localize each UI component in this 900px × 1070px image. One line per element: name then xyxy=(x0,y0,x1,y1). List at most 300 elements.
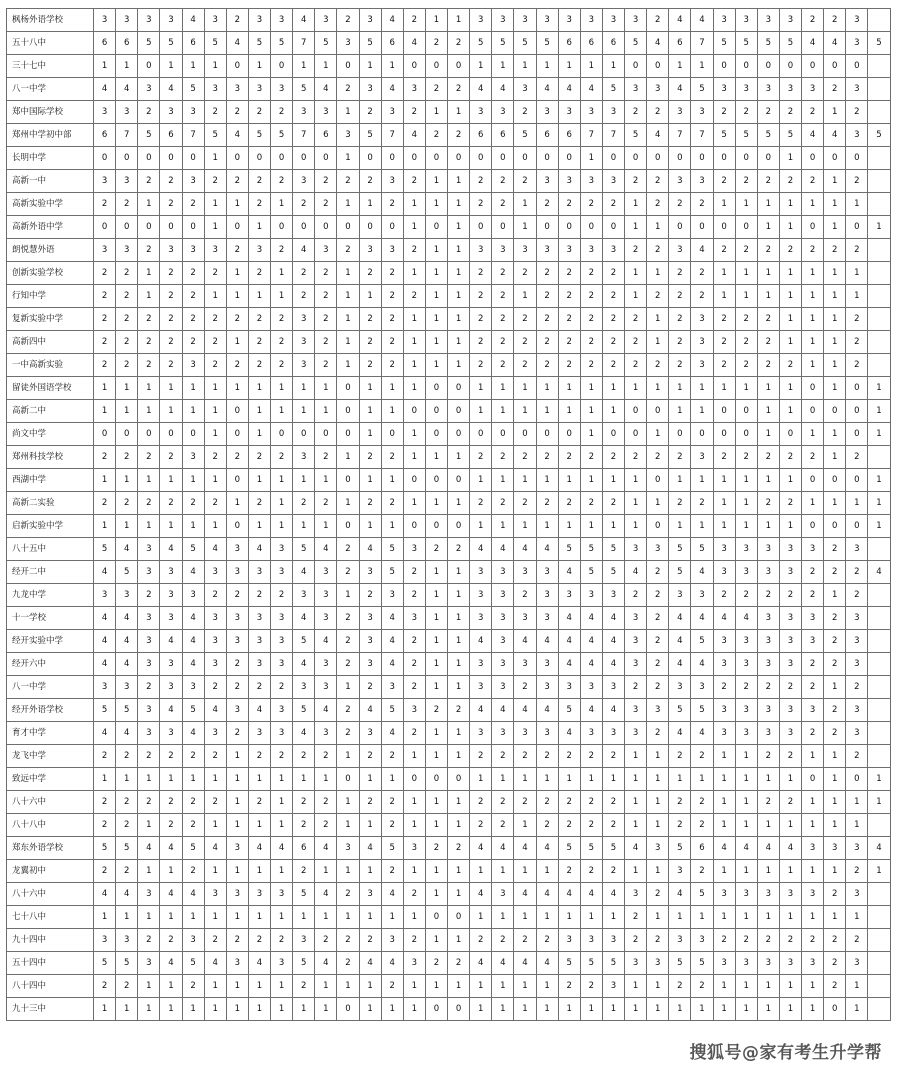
table-row xyxy=(7,814,891,837)
value-cell: 4 xyxy=(381,630,403,653)
value-cell: 1 xyxy=(425,9,447,32)
value-cell: 1 xyxy=(647,745,669,768)
table-row xyxy=(7,216,891,239)
value-cell: 3 xyxy=(138,9,160,32)
value-cell: 1 xyxy=(669,515,691,538)
value-cell: 1 xyxy=(425,860,447,883)
value-cell: 2 xyxy=(602,193,624,216)
value-cell: 4 xyxy=(248,952,270,975)
value-cell: 0 xyxy=(824,147,846,170)
value-cell: 3 xyxy=(802,78,824,101)
value-cell: 3 xyxy=(580,101,602,124)
value-cell: 3 xyxy=(315,653,337,676)
value-cell: 3 xyxy=(116,170,138,193)
value-cell: 5 xyxy=(204,124,226,147)
value-cell: 3 xyxy=(160,722,182,745)
value-cell: 4 xyxy=(558,630,580,653)
value-cell: 1 xyxy=(514,768,536,791)
value-cell: 2 xyxy=(204,262,226,285)
value-cell: 1 xyxy=(868,469,890,492)
value-cell: 1 xyxy=(802,331,824,354)
value-cell: 1 xyxy=(647,814,669,837)
value-cell: 6 xyxy=(558,32,580,55)
value-cell: 0 xyxy=(824,469,846,492)
value-cell: 6 xyxy=(558,124,580,147)
value-cell: 2 xyxy=(182,331,204,354)
value-cell: 2 xyxy=(271,170,293,193)
value-cell: 3 xyxy=(138,561,160,584)
value-cell: 7 xyxy=(580,124,602,147)
value-cell: 3 xyxy=(271,883,293,906)
value-cell: 2 xyxy=(536,354,558,377)
value-cell: 1 xyxy=(293,400,315,423)
value-cell: 1 xyxy=(757,469,779,492)
value-cell: 1 xyxy=(425,239,447,262)
value-cell: 2 xyxy=(536,492,558,515)
value-cell: 1 xyxy=(580,469,602,492)
value-cell: 2 xyxy=(735,676,757,699)
value-cell: 5 xyxy=(580,561,602,584)
value-cell: 0 xyxy=(824,400,846,423)
value-cell: 5 xyxy=(182,78,204,101)
value-cell: 1 xyxy=(691,400,713,423)
value-cell: 4 xyxy=(691,9,713,32)
value-cell: 2 xyxy=(691,860,713,883)
value-cell: 1 xyxy=(226,492,248,515)
value-cell: 3 xyxy=(138,630,160,653)
value-cell xyxy=(868,607,890,630)
school-name-cell: 枫杨外语学校 xyxy=(7,9,94,32)
value-cell: 1 xyxy=(691,998,713,1021)
value-cell: 1 xyxy=(448,975,470,998)
value-cell: 5 xyxy=(868,124,890,147)
value-cell: 0 xyxy=(492,216,514,239)
value-cell: 1 xyxy=(779,998,801,1021)
value-cell: 2 xyxy=(160,308,182,331)
value-cell: 1 xyxy=(779,147,801,170)
value-cell: 0 xyxy=(448,377,470,400)
value-cell: 2 xyxy=(846,308,868,331)
value-cell: 3 xyxy=(226,538,248,561)
school-name-cell: 郑州科技学校 xyxy=(7,446,94,469)
value-cell: 1 xyxy=(160,768,182,791)
value-cell: 2 xyxy=(271,101,293,124)
value-cell: 1 xyxy=(271,975,293,998)
school-name-cell: 一中高新实验 xyxy=(7,354,94,377)
value-cell: 5 xyxy=(160,32,182,55)
value-cell: 2 xyxy=(558,492,580,515)
value-cell: 3 xyxy=(138,653,160,676)
value-cell: 2 xyxy=(448,952,470,975)
value-cell: 2 xyxy=(403,630,425,653)
value-cell: 2 xyxy=(802,722,824,745)
value-cell: 2 xyxy=(779,745,801,768)
value-cell: 2 xyxy=(94,791,116,814)
value-cell: 2 xyxy=(381,975,403,998)
value-cell: 1 xyxy=(779,193,801,216)
value-cell: 1 xyxy=(647,308,669,331)
value-cell: 3 xyxy=(846,9,868,32)
value-cell: 2 xyxy=(160,791,182,814)
value-cell: 0 xyxy=(846,55,868,78)
value-cell: 2 xyxy=(713,331,735,354)
value-cell: 2 xyxy=(337,607,359,630)
value-cell: 2 xyxy=(315,170,337,193)
value-cell: 2 xyxy=(116,285,138,308)
value-cell: 3 xyxy=(359,607,381,630)
value-cell: 3 xyxy=(735,699,757,722)
value-cell: 1 xyxy=(204,975,226,998)
value-cell: 1 xyxy=(802,814,824,837)
value-cell: 5 xyxy=(558,837,580,860)
value-cell: 2 xyxy=(94,814,116,837)
value-cell: 2 xyxy=(824,607,846,630)
value-cell: 4 xyxy=(293,9,315,32)
value-cell: 2 xyxy=(757,929,779,952)
value-cell: 1 xyxy=(425,308,447,331)
value-cell: 0 xyxy=(425,147,447,170)
value-cell: 1 xyxy=(138,860,160,883)
value-cell: 1 xyxy=(757,377,779,400)
value-cell: 1 xyxy=(735,193,757,216)
value-cell: 2 xyxy=(293,814,315,837)
value-cell: 3 xyxy=(779,607,801,630)
value-cell: 1 xyxy=(337,147,359,170)
value-cell: 1 xyxy=(846,998,868,1021)
value-cell: 2 xyxy=(713,354,735,377)
value-cell: 0 xyxy=(116,423,138,446)
value-cell: 2 xyxy=(846,170,868,193)
value-cell: 4 xyxy=(94,722,116,745)
table-row xyxy=(7,377,891,400)
value-cell: 3 xyxy=(182,446,204,469)
value-cell: 1 xyxy=(138,262,160,285)
value-cell: 1 xyxy=(204,285,226,308)
value-cell: 3 xyxy=(293,354,315,377)
value-cell: 0 xyxy=(337,377,359,400)
value-cell: 1 xyxy=(757,906,779,929)
value-cell: 1 xyxy=(492,998,514,1021)
value-cell: 1 xyxy=(403,998,425,1021)
value-cell: 4 xyxy=(248,837,270,860)
value-cell: 2 xyxy=(757,745,779,768)
value-cell: 7 xyxy=(602,124,624,147)
table-row xyxy=(7,676,891,699)
value-cell: 1 xyxy=(691,469,713,492)
value-cell: 4 xyxy=(558,883,580,906)
value-cell: 2 xyxy=(359,676,381,699)
value-cell: 2 xyxy=(691,193,713,216)
value-cell: 2 xyxy=(182,791,204,814)
value-cell: 5 xyxy=(182,699,204,722)
value-cell: 1 xyxy=(160,906,182,929)
table-row xyxy=(7,791,891,814)
value-cell: 1 xyxy=(625,814,647,837)
value-cell: 1 xyxy=(558,400,580,423)
value-cell: 0 xyxy=(116,147,138,170)
value-cell: 2 xyxy=(757,354,779,377)
value-cell: 1 xyxy=(558,906,580,929)
value-cell: 2 xyxy=(824,538,846,561)
value-cell: 5 xyxy=(138,32,160,55)
value-cell: 2 xyxy=(160,193,182,216)
value-cell: 3 xyxy=(779,653,801,676)
value-cell: 2 xyxy=(248,584,270,607)
value-cell: 1 xyxy=(448,446,470,469)
value-cell: 2 xyxy=(94,745,116,768)
value-cell: 5 xyxy=(293,630,315,653)
value-cell: 1 xyxy=(802,906,824,929)
value-cell: 1 xyxy=(735,975,757,998)
value-cell: 5 xyxy=(359,32,381,55)
value-cell: 3 xyxy=(248,883,270,906)
value-cell: 1 xyxy=(138,906,160,929)
value-cell: 1 xyxy=(448,745,470,768)
value-cell: 6 xyxy=(182,32,204,55)
value-cell: 2 xyxy=(293,791,315,814)
value-cell: 2 xyxy=(602,814,624,837)
value-cell: 4 xyxy=(182,722,204,745)
table-row xyxy=(7,630,891,653)
value-cell: 1 xyxy=(757,975,779,998)
value-cell: 3 xyxy=(116,584,138,607)
value-cell: 0 xyxy=(248,147,270,170)
value-cell: 2 xyxy=(359,308,381,331)
value-cell: 4 xyxy=(182,9,204,32)
table-row xyxy=(7,699,891,722)
value-cell: 1 xyxy=(160,469,182,492)
value-cell: 2 xyxy=(625,101,647,124)
value-cell: 4 xyxy=(403,124,425,147)
value-cell: 3 xyxy=(580,9,602,32)
value-cell: 5 xyxy=(757,32,779,55)
value-cell: 2 xyxy=(182,860,204,883)
value-cell: 1 xyxy=(625,469,647,492)
value-cell: 4 xyxy=(691,561,713,584)
value-cell: 0 xyxy=(116,216,138,239)
value-cell: 2 xyxy=(425,32,447,55)
value-cell: 3 xyxy=(470,584,492,607)
value-cell: 2 xyxy=(558,285,580,308)
value-cell: 3 xyxy=(558,9,580,32)
value-cell xyxy=(868,584,890,607)
value-cell: 5 xyxy=(713,32,735,55)
value-cell: 3 xyxy=(625,78,647,101)
value-cell: 3 xyxy=(846,538,868,561)
value-cell: 1 xyxy=(448,492,470,515)
value-cell: 3 xyxy=(757,952,779,975)
value-cell: 4 xyxy=(94,561,116,584)
value-cell: 5 xyxy=(293,78,315,101)
value-cell: 3 xyxy=(779,630,801,653)
value-cell: 5 xyxy=(94,837,116,860)
value-cell: 2 xyxy=(226,722,248,745)
value-cell: 3 xyxy=(757,699,779,722)
value-cell: 1 xyxy=(669,469,691,492)
value-cell: 3 xyxy=(647,952,669,975)
value-cell: 5 xyxy=(691,699,713,722)
value-cell: 1 xyxy=(735,377,757,400)
value-cell: 1 xyxy=(757,814,779,837)
value-cell: 3 xyxy=(558,676,580,699)
value-cell: 4 xyxy=(160,952,182,975)
value-cell: 0 xyxy=(160,216,182,239)
value-cell: 2 xyxy=(293,285,315,308)
value-cell: 3 xyxy=(558,101,580,124)
value-cell: 3 xyxy=(713,78,735,101)
value-cell: 1 xyxy=(337,814,359,837)
value-cell: 0 xyxy=(381,147,403,170)
value-cell: 1 xyxy=(425,101,447,124)
value-cell: 0 xyxy=(669,147,691,170)
value-cell: 3 xyxy=(846,699,868,722)
value-cell: 1 xyxy=(359,400,381,423)
value-cell: 3 xyxy=(492,676,514,699)
value-cell: 3 xyxy=(536,101,558,124)
value-cell: 3 xyxy=(757,630,779,653)
table-row xyxy=(7,883,891,906)
value-cell: 2 xyxy=(403,722,425,745)
value-cell: 3 xyxy=(116,929,138,952)
value-cell: 1 xyxy=(359,377,381,400)
value-cell: 1 xyxy=(846,906,868,929)
school-name-cell: 龙翼初中 xyxy=(7,860,94,883)
value-cell: 4 xyxy=(602,699,624,722)
value-cell: 1 xyxy=(691,906,713,929)
value-cell: 1 xyxy=(824,584,846,607)
value-cell: 2 xyxy=(160,929,182,952)
value-cell: 2 xyxy=(403,285,425,308)
school-name-cell: 郑州中学初中部 xyxy=(7,124,94,147)
value-cell: 1 xyxy=(425,745,447,768)
value-cell: 1 xyxy=(94,515,116,538)
value-cell: 2 xyxy=(558,791,580,814)
value-cell: 2 xyxy=(226,170,248,193)
value-cell: 2 xyxy=(779,170,801,193)
value-cell: 1 xyxy=(602,768,624,791)
value-cell: 1 xyxy=(403,745,425,768)
value-cell: 3 xyxy=(536,9,558,32)
value-cell: 2 xyxy=(580,814,602,837)
value-cell: 5 xyxy=(182,952,204,975)
value-cell: 4 xyxy=(625,561,647,584)
value-cell: 5 xyxy=(470,32,492,55)
value-cell: 4 xyxy=(536,952,558,975)
value-cell: 4 xyxy=(94,607,116,630)
value-cell: 0 xyxy=(713,423,735,446)
value-cell: 4 xyxy=(470,699,492,722)
value-cell: 2 xyxy=(669,262,691,285)
value-cell: 1 xyxy=(647,216,669,239)
value-cell: 2 xyxy=(204,331,226,354)
value-cell: 3 xyxy=(492,630,514,653)
value-cell: 3 xyxy=(625,653,647,676)
value-cell: 4 xyxy=(293,561,315,584)
value-cell: 3 xyxy=(669,929,691,952)
value-cell: 3 xyxy=(735,9,757,32)
value-cell: 0 xyxy=(514,147,536,170)
value-cell xyxy=(868,952,890,975)
value-cell: 4 xyxy=(160,837,182,860)
value-cell: 1 xyxy=(271,515,293,538)
value-cell: 0 xyxy=(337,423,359,446)
value-cell: 5 xyxy=(94,952,116,975)
value-cell: 3 xyxy=(713,9,735,32)
value-cell: 3 xyxy=(558,170,580,193)
value-cell: 1 xyxy=(514,998,536,1021)
value-cell: 2 xyxy=(647,170,669,193)
value-cell: 2 xyxy=(602,308,624,331)
value-cell: 1 xyxy=(403,331,425,354)
value-cell: 6 xyxy=(691,837,713,860)
value-cell: 4 xyxy=(381,607,403,630)
value-cell: 1 xyxy=(381,998,403,1021)
value-cell: 2 xyxy=(182,285,204,308)
value-cell: 3 xyxy=(248,239,270,262)
value-cell: 3 xyxy=(138,883,160,906)
value-cell xyxy=(868,929,890,952)
value-cell: 2 xyxy=(248,101,270,124)
value-cell: 3 xyxy=(625,538,647,561)
value-cell: 3 xyxy=(337,837,359,860)
value-cell: 3 xyxy=(602,101,624,124)
value-cell xyxy=(868,998,890,1021)
value-cell: 4 xyxy=(182,630,204,653)
value-cell: 2 xyxy=(315,262,337,285)
value-cell: 4 xyxy=(558,722,580,745)
value-cell: 0 xyxy=(492,147,514,170)
value-cell: 2 xyxy=(160,262,182,285)
value-cell: 3 xyxy=(470,9,492,32)
value-cell: 2 xyxy=(204,929,226,952)
value-cell: 2 xyxy=(403,170,425,193)
value-cell: 0 xyxy=(448,515,470,538)
value-cell: 2 xyxy=(691,791,713,814)
value-cell: 3 xyxy=(536,653,558,676)
value-cell: 3 xyxy=(271,653,293,676)
value-cell: 1 xyxy=(735,469,757,492)
value-cell: 2 xyxy=(779,584,801,607)
value-cell: 1 xyxy=(315,515,337,538)
value-cell: 1 xyxy=(293,469,315,492)
value-cell: 3 xyxy=(403,78,425,101)
value-cell: 0 xyxy=(558,423,580,446)
value-cell: 2 xyxy=(824,561,846,584)
value-cell: 1 xyxy=(713,262,735,285)
value-cell: 1 xyxy=(448,193,470,216)
value-cell: 1 xyxy=(492,860,514,883)
value-cell: 3 xyxy=(359,239,381,262)
value-cell: 2 xyxy=(757,331,779,354)
value-cell: 1 xyxy=(315,55,337,78)
value-cell: 2 xyxy=(204,446,226,469)
value-cell: 1 xyxy=(160,400,182,423)
value-cell: 1 xyxy=(226,860,248,883)
value-cell: 5 xyxy=(182,837,204,860)
value-cell: 0 xyxy=(846,216,868,239)
value-cell: 2 xyxy=(381,285,403,308)
value-cell: 2 xyxy=(403,561,425,584)
value-cell: 2 xyxy=(669,193,691,216)
value-cell: 2 xyxy=(558,975,580,998)
value-cell: 2 xyxy=(846,446,868,469)
value-cell: 3 xyxy=(602,676,624,699)
value-cell: 0 xyxy=(669,423,691,446)
value-cell: 0 xyxy=(94,147,116,170)
school-name-cell: 高新四中 xyxy=(7,331,94,354)
value-cell: 2 xyxy=(735,584,757,607)
value-cell: 0 xyxy=(602,423,624,446)
